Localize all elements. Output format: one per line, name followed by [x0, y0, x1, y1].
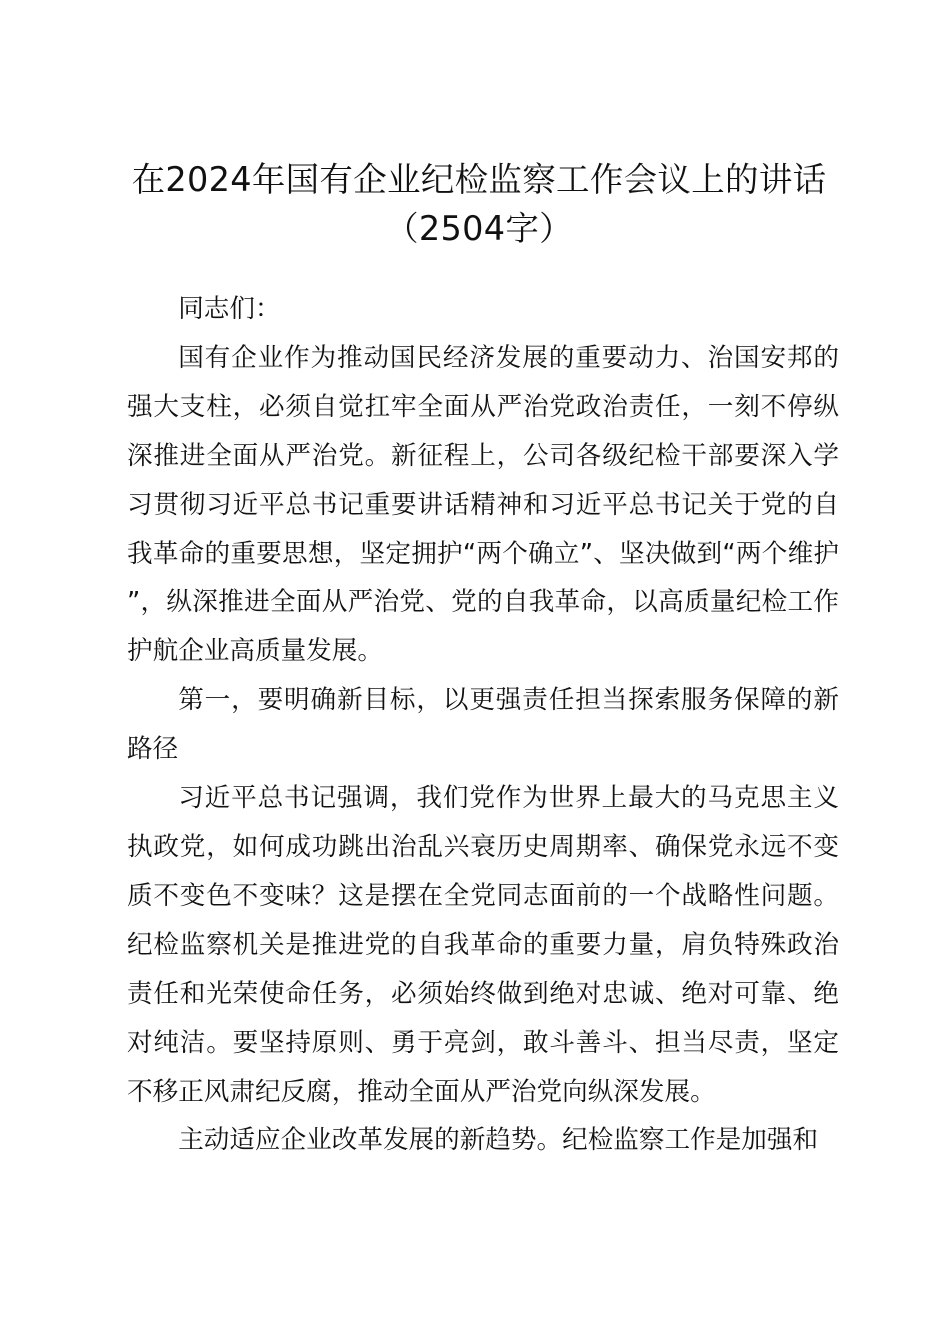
salutation: 同志们： [178, 294, 281, 324]
body-paragraph: 主动适应企业改革发展的新趋势。纪检监察工作是加强和 [178, 1125, 819, 1156]
document-body [127, 285, 839, 1165]
body-paragraph: 习近平总书记强调，我们党作为世界上最大的马克思主义执政党，如何成功跳出治乱兴衰历史周期率、确保党永远不变质不变色不变味？这是摆在全党同志面前的一个战略性问题。纪检监察机关是推进党的自我革命的重要力量，肩负特殊政治责任和光荣使命任务，必须始终做到绝对忠诚、绝对可靠、绝对纯洁。要坚持原则、勇于亮剑，敢斗善斗、担当尽责，坚定不移正风肃纪反腐，推动全面从严治党向纵深发展。 [127, 783, 839, 1107]
body-paragraph: 国有企业作为推动国民经济发展的重要动力、治国安邦的强大支柱，必须自觉扛牢全面从严治党政治责任，一刻不停纵深推进全面从严治党。新征程上，公司各级纪检干部要深入学习贯彻习近平总书记重要讲话精神和习近平总书记关于党的自我革命的重要思想，坚定拥护“两个确立”、坚决做到“两个维护”，纵深推进全面从严治党、党的自我革命，以高质量纪检工作护航企业高质量发展。 [127, 342, 839, 667]
section-heading: 第一，要明确新目标，以更强责任担当探索服务保障的新路径 [127, 685, 839, 765]
document-title: 在2024年国有企业纪检监察工作会议上的讲话（2504字） [131, 160, 827, 248]
